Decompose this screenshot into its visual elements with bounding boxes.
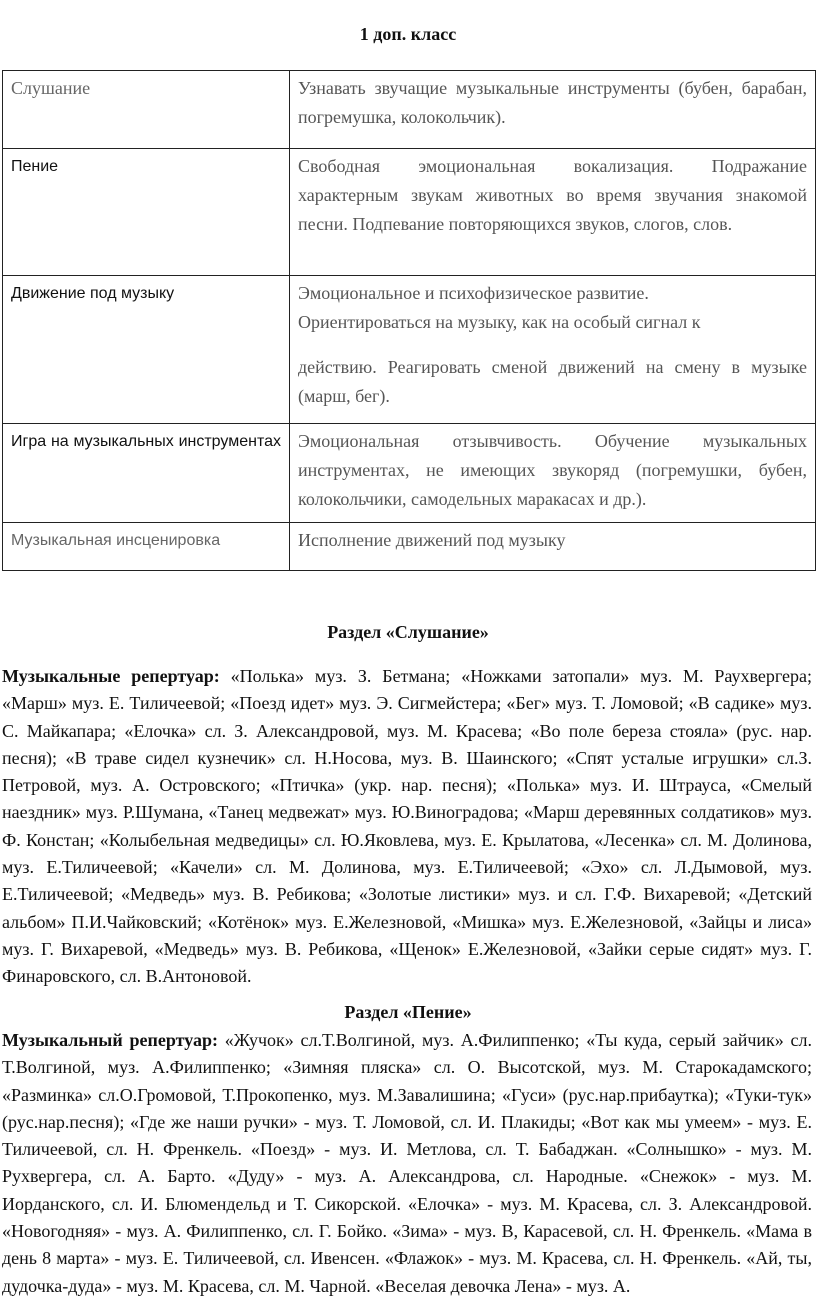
table-row [3, 523, 816, 571]
singing-repertoire-paragraph [2, 1027, 812, 1300]
repertoire-text: «Жучок» сл.Т.Волгиной, муз. А.Филиппенко; «Ты куда, серый зайчик» сл. Т.Волгиной, муз. А.Филиппенко; «Зимняя пляска» сл. О. Высотской, муз. М. Старокадамского; «Разминка» сл.О.Громовой, Т.Прокопенко, муз. М.Завалишина; «Гуси» (рус.нар.прибаутка); «Туки-тук» (рус.нар.песня); «Где же наши ручки» - муз. Т. Ломовой, сл. И. Плакиды; «Вот как мы умеем» - муз. Е. Тиличеевой, сл. Н. Френкель. «Поезд» - муз. И. Метлова, сл. Т. Бабаджан. «Солнышко» - муз. М. Рухвергера, сл. А. Барто. «Дуду» - муз. А. Александрова, сл. Народные. «Снежок» - муз. М. Иорданского, сл. И. Блюмендельд и Т. Сикорской. «Елочка» - муз. М. Красева, сл. З. Александровой. «Новогодняя» - муз. А. Филиппенко, сл. Г. Бойко. «Зима» - муз. В, Карасевой, сл. Н. Френкель. «Мама в день 8 марта» - муз. Е. Тиличеевой, сл. Ивенсен. «Флажок» - муз. М. Красева, сл. Н. Френкель. «Ай, ты, дудочка-дуда» - муз. М. Красева, сл. М. Чарной. «Веселая девочка Лена» - муз. А. [2, 1030, 813, 1296]
page-title: 1 доп. класс [359, 24, 457, 44]
activity-cell: Движение под музыку [3, 276, 290, 424]
description-line: Ориентироваться на музыку, как на особый сигнал к [298, 312, 701, 332]
description-line: действию. Реагировать сменой движений на смену в музыке (марш, бег). [298, 357, 807, 406]
repertoire-label: Музыкальный репертуар: [2, 1030, 218, 1050]
description-cell: Узнавать звучащие музыкальные инструменты (бубен, барабан, погремушка, колокольчик). [290, 71, 816, 149]
description-cell: Исполнение движений под музыку [290, 523, 816, 571]
repertoire-text: «Полька» муз. З. Бетмана; «Ножками затопали» муз. М. Раухвергера; «Марш» муз. Е. Тиличеевой; «Поезд идет» муз. Э. Сигмейстера; «Бег» муз. Т. Ломовой; «В садике» муз. С. Майкапара; «Елочка» сл. З. Александровой, муз. М. Красева; «Во поле береза стояла» (рус. нар. песня); «В траве сидел кузнечик» сл. Н.Носова, муз. В. Шаинского; «Спят усталые игрушки» сл.З. Петровой, муз. А. Островского; «Птичка» (укр. нар. песня); «Полька» муз. И. Штрауса, «Смелый наездник» муз. Р.Шумана, «Танец медвежат» муз. Ю.Виноградова; «Марш деревянных солдатиков» муз. Ф. Констан; «Колыбельная медведицы» сл. Ю.Яковлева, муз. Е. Крылатова, «Лесенка» сл. М. Долинова, муз. Е.Тиличеевой; «Качели» сл. М. Долинова, муз. Е.Тиличеевой; «Эхо» сл. Л.Дымовой, муз. Е.Тиличеевой; «Медведь» муз. В. Ребикова; «Золотые листики» муз. и сл. Г.Ф. Вихаревой; «Детский альбом» П.И.Чайковский; «Котёнок» муз. Е.Железновой, «Мишка» муз. Е.Железновой, «Зайцы и лиса» муз. Г. Вихаревой, «Медведь» муз. В. Ребикова, «Щенок» Е.Железновой, «Зайки серые сидят» муз. Г. Финаровского, сл. В.Антоновой. [2, 666, 812, 987]
table-row [3, 149, 816, 276]
section-heading-listening: Раздел «Слушание» [327, 622, 489, 642]
activity-cell: Музыкальная инсценировка [3, 523, 290, 571]
table-row [3, 424, 816, 523]
description-cell [290, 276, 816, 424]
activity-cell: Игра на музыкальных инструментах [3, 424, 290, 523]
description-line: Эмоциональное и психофизическое развитие. [298, 283, 649, 303]
activity-cell: Слушание [3, 71, 290, 149]
description-cell: Эмоциональная отзывчивость. Обучение музыкальных инструментах, не имеющих звукоряд (погремушки, бубен, колокольчики, самодельных маракасах и др.). [290, 424, 816, 523]
activity-cell: Пение [3, 149, 290, 276]
description-cell: Свободная эмоциональная вокализация. Подражание характерным звукам животных во время звучания знакомой песни. Подпевание повторяющихся звуков, слогов, слов. [290, 149, 816, 276]
section-heading-singing: Раздел «Пение» [344, 1002, 472, 1022]
repertoire-label: Музыкальные репертуар: [2, 666, 220, 686]
listening-repertoire-paragraph [2, 663, 812, 991]
table-row [3, 71, 816, 149]
table-row [3, 276, 816, 424]
activities-table [2, 70, 816, 571]
